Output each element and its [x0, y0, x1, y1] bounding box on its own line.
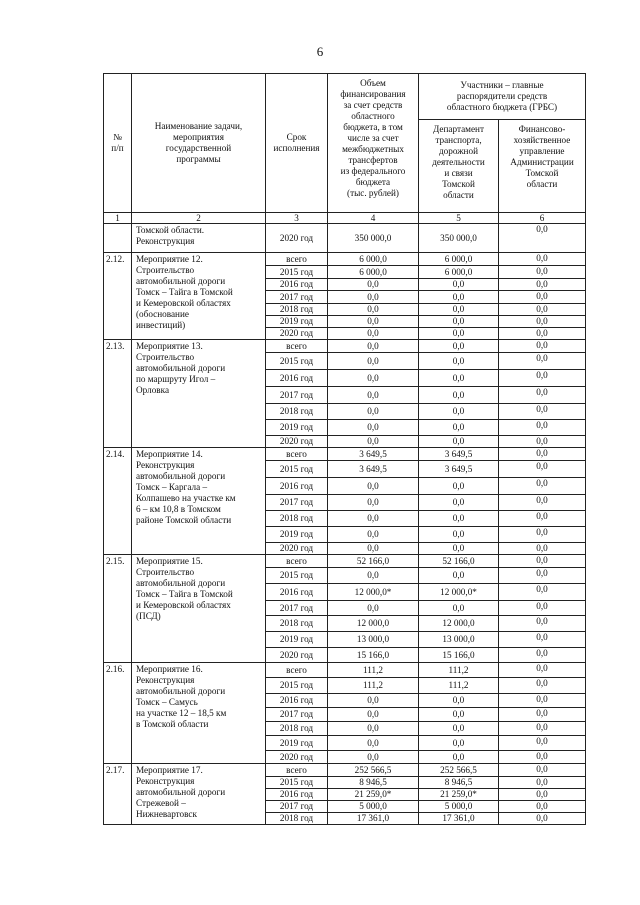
- funding-cell: 5 000,0: [328, 801, 419, 813]
- dept-cell: 0,0: [419, 387, 499, 404]
- finance-cell: 0,0: [499, 527, 586, 543]
- term-cell: 2015 год: [266, 461, 328, 478]
- term-cell: всего: [266, 555, 328, 568]
- term-cell: 2016 год: [266, 478, 328, 495]
- funding-cell: 0,0: [328, 694, 419, 708]
- finance-cell: 0,0: [499, 722, 586, 736]
- term-cell: 2015 год: [266, 568, 328, 584]
- funding-cell: 111,2: [328, 678, 419, 694]
- funding-cell: 0,0: [328, 328, 419, 340]
- dept-cell: 52 166,0: [419, 555, 499, 568]
- measure-name: Мероприятие 12. Строительство автомобильной дороги Томск – Тайга в Томской и Кемеровской областях (обоснование инвестиций): [132, 253, 266, 340]
- header-funding: Объем финансирования за счет средств областного бюджета, в том числе за счет межбюджетных трансфертов из федерального бюджета (тыс. рублей): [328, 74, 419, 213]
- col-number: 3: [266, 213, 328, 224]
- funding-cell: 21 259,0*: [328, 789, 419, 801]
- finance-cell: 0,0: [499, 813, 586, 825]
- finance-cell: 0,0: [499, 632, 586, 648]
- measure-number: 2.16.: [104, 663, 132, 764]
- term-cell: 2016 год: [266, 584, 328, 601]
- funding-cell: 3 649,5: [328, 448, 419, 461]
- header-dept: Департамент транспорта, дорожной деятельности и связи Томской области: [419, 120, 499, 213]
- funding-cell: 3 649,5: [328, 461, 419, 478]
- table-row: [104, 253, 586, 266]
- funding-cell: 0,0: [328, 751, 419, 764]
- col-number: 6: [499, 213, 586, 224]
- funding-cell: 17 361,0: [328, 813, 419, 825]
- term-cell: 2017 год: [266, 708, 328, 722]
- dept-cell: 0,0: [419, 527, 499, 543]
- dept-cell: 21 259,0*: [419, 789, 499, 801]
- finance-cell: 0,0: [499, 304, 586, 316]
- term-cell: 2020 год: [266, 751, 328, 764]
- term-cell: 2018 год: [266, 304, 328, 316]
- finance-cell: 0,0: [499, 495, 586, 511]
- finance-cell: 0,0: [499, 266, 586, 279]
- table-row: [104, 555, 586, 568]
- term-cell: 2016 год: [266, 789, 328, 801]
- finance-cell: 0,0: [499, 404, 586, 420]
- dept-cell: 0,0: [419, 568, 499, 584]
- funding-cell: 0,0: [328, 291, 419, 304]
- table-row: [104, 340, 586, 353]
- funding-cell: 15 166,0: [328, 648, 419, 663]
- term-cell: 2020 год: [266, 543, 328, 555]
- finance-cell: 0,0: [499, 789, 586, 801]
- dept-cell: 0,0: [419, 340, 499, 353]
- funding-cell: 0,0: [328, 478, 419, 495]
- dept-cell: 0,0: [419, 404, 499, 420]
- measure-name: Мероприятие 15. Строительство автомобильной дороги Томск – Тайга в Томской и Кемеровской областях (ПСД): [132, 555, 266, 663]
- term-cell: всего: [266, 340, 328, 353]
- funding-cell: 52 166,0: [328, 555, 419, 568]
- dept-cell: 0,0: [419, 420, 499, 436]
- finance-cell: 0,0: [499, 436, 586, 448]
- finance-cell: 0,0: [499, 353, 586, 370]
- dept-cell: 12 000,0*: [419, 584, 499, 601]
- row-num-cell: [104, 224, 132, 253]
- col-number: 2: [132, 213, 266, 224]
- dept-cell: 8 946,5: [419, 777, 499, 789]
- dept-cell: 0,0: [419, 279, 499, 291]
- term-cell: всего: [266, 663, 328, 678]
- table-row: [104, 224, 586, 253]
- funding-cell: 0,0: [328, 370, 419, 387]
- term-cell: всего: [266, 764, 328, 777]
- funding-cell: 0,0: [328, 601, 419, 616]
- funding-cell: 0,0: [328, 543, 419, 555]
- dept-cell: 350 000,0: [419, 224, 499, 253]
- finance-cell: 0,0: [499, 601, 586, 616]
- funding-cell: 13 000,0: [328, 632, 419, 648]
- term-cell: всего: [266, 253, 328, 266]
- funding-table: [103, 73, 586, 825]
- term-cell: 2016 год: [266, 279, 328, 291]
- dept-cell: 252 566,5: [419, 764, 499, 777]
- col-number: 5: [419, 213, 499, 224]
- dept-cell: 0,0: [419, 751, 499, 764]
- term-cell: 2020 год: [266, 648, 328, 663]
- header-name: Наименование задачи, мероприятия государственной программы: [132, 74, 266, 213]
- funding-cell: 6 000,0: [328, 266, 419, 279]
- header-participants: Участники – главные распорядители средств областного бюджета (ГРБС): [419, 74, 586, 120]
- dept-cell: 0,0: [419, 511, 499, 527]
- finance-cell: 0,0: [499, 764, 586, 777]
- dept-cell: 13 000,0: [419, 632, 499, 648]
- table-header: [104, 74, 586, 224]
- finance-cell: 0,0: [499, 279, 586, 291]
- finance-cell: 0,0: [499, 736, 586, 751]
- funding-cell: 0,0: [328, 527, 419, 543]
- dept-cell: 15 166,0: [419, 648, 499, 663]
- finance-cell: 0,0: [499, 224, 586, 253]
- dept-cell: 0,0: [419, 736, 499, 751]
- funding-cell: 0,0: [328, 316, 419, 328]
- term-cell: 2017 год: [266, 801, 328, 813]
- finance-cell: 0,0: [499, 708, 586, 722]
- term-cell: 2020 год: [266, 436, 328, 448]
- finance-cell: 0,0: [499, 616, 586, 632]
- dept-cell: 0,0: [419, 328, 499, 340]
- dept-cell: 0,0: [419, 436, 499, 448]
- measure-name: Мероприятие 17. Реконструкция автомобильной дороги Стрежевой – Нижневартовск: [132, 764, 266, 825]
- term-cell: 2016 год: [266, 694, 328, 708]
- dept-cell: 0,0: [419, 495, 499, 511]
- col-number: 4: [328, 213, 419, 224]
- header-term: Срок исполнения: [266, 74, 328, 213]
- table-row: [104, 448, 586, 461]
- term-cell: 2015 год: [266, 353, 328, 370]
- finance-cell: 0,0: [499, 555, 586, 568]
- funding-cell: 0,0: [328, 404, 419, 420]
- term-cell: 2018 год: [266, 404, 328, 420]
- funding-cell: 12 000,0: [328, 616, 419, 632]
- funding-cell: 0,0: [328, 279, 419, 291]
- term-cell: 2018 год: [266, 511, 328, 527]
- measure-number: 2.13.: [104, 340, 132, 448]
- dept-cell: 12 000,0: [419, 616, 499, 632]
- funding-cell: 0,0: [328, 736, 419, 751]
- term-cell: 2020 год: [266, 328, 328, 340]
- finance-cell: 0,0: [499, 511, 586, 527]
- dept-cell: 0,0: [419, 722, 499, 736]
- measure-name: Мероприятие 16. Реконструкция автомобильной дороги Томск – Самусь на участке 12 – 18,5 км в Томской области: [132, 663, 266, 764]
- finance-cell: 0,0: [499, 694, 586, 708]
- finance-cell: 0,0: [499, 316, 586, 328]
- funding-cell: 111,2: [328, 663, 419, 678]
- term-cell: 2017 год: [266, 495, 328, 511]
- dept-cell: 6 000,0: [419, 253, 499, 266]
- table-row: [104, 764, 586, 777]
- term-cell: 2019 год: [266, 527, 328, 543]
- dept-cell: 3 649,5: [419, 448, 499, 461]
- term-cell: 2019 год: [266, 316, 328, 328]
- finance-cell: 0,0: [499, 461, 586, 478]
- dept-cell: 6 000,0: [419, 266, 499, 279]
- funding-cell: 0,0: [328, 495, 419, 511]
- funding-cell: 0,0: [328, 304, 419, 316]
- table-body: [104, 224, 586, 825]
- funding-cell: 0,0: [328, 436, 419, 448]
- finance-cell: 0,0: [499, 663, 586, 678]
- finance-cell: 0,0: [499, 448, 586, 461]
- funding-cell: 0,0: [328, 511, 419, 527]
- funding-cell: 0,0: [328, 387, 419, 404]
- finance-cell: 0,0: [499, 568, 586, 584]
- dept-cell: 0,0: [419, 543, 499, 555]
- dept-cell: 0,0: [419, 291, 499, 304]
- measure-name: Мероприятие 14. Реконструкция автомобильной дороги Томск – Каргала – Колпашево на участке км 6 – км 10,8 в Томском районе Томской области: [132, 448, 266, 555]
- funding-cell: 6 000,0: [328, 253, 419, 266]
- term-cell: 2018 год: [266, 813, 328, 825]
- term-cell: 2017 год: [266, 387, 328, 404]
- finance-cell: 0,0: [499, 584, 586, 601]
- dept-cell: 17 361,0: [419, 813, 499, 825]
- term-cell: 2019 год: [266, 736, 328, 751]
- term-cell: 2020 год: [266, 224, 328, 253]
- measure-name: Мероприятие 13. Строительство автомобильной дороги по маршруту Игол – Орловка: [132, 340, 266, 448]
- funding-cell: 0,0: [328, 568, 419, 584]
- measure-number: 2.17.: [104, 764, 132, 825]
- measure-number: 2.14.: [104, 448, 132, 555]
- dept-cell: 0,0: [419, 353, 499, 370]
- term-cell: 2018 год: [266, 722, 328, 736]
- column-numbers-row: [104, 213, 586, 224]
- term-cell: 2019 год: [266, 632, 328, 648]
- funding-cell: 0,0: [328, 353, 419, 370]
- term-cell: всего: [266, 448, 328, 461]
- funding-cell: 0,0: [328, 420, 419, 436]
- finance-cell: 0,0: [499, 253, 586, 266]
- funding-cell: 0,0: [328, 722, 419, 736]
- col-number: 1: [104, 213, 132, 224]
- measure-number: 2.15.: [104, 555, 132, 663]
- funding-cell: 252 566,5: [328, 764, 419, 777]
- term-cell: 2016 год: [266, 370, 328, 387]
- finance-cell: 0,0: [499, 678, 586, 694]
- term-cell: 2015 год: [266, 678, 328, 694]
- finance-cell: 0,0: [499, 387, 586, 404]
- page-number: 6: [316, 44, 324, 59]
- finance-cell: 0,0: [499, 370, 586, 387]
- dept-cell: 3 649,5: [419, 461, 499, 478]
- finance-cell: 0,0: [499, 648, 586, 663]
- measure-number: 2.12.: [104, 253, 132, 340]
- dept-cell: 0,0: [419, 316, 499, 328]
- term-cell: 2015 год: [266, 777, 328, 789]
- finance-cell: 0,0: [499, 340, 586, 353]
- term-cell: 2017 год: [266, 291, 328, 304]
- finance-cell: 0,0: [499, 478, 586, 495]
- finance-cell: 0,0: [499, 420, 586, 436]
- dept-cell: 5 000,0: [419, 801, 499, 813]
- term-cell: 2015 год: [266, 266, 328, 279]
- funding-cell: 12 000,0*: [328, 584, 419, 601]
- finance-cell: 0,0: [499, 543, 586, 555]
- dept-cell: 0,0: [419, 304, 499, 316]
- finance-cell: 0,0: [499, 751, 586, 764]
- finance-cell: 0,0: [499, 328, 586, 340]
- dept-cell: 0,0: [419, 370, 499, 387]
- finance-cell: 0,0: [499, 777, 586, 789]
- term-cell: 2018 год: [266, 616, 328, 632]
- finance-cell: 0,0: [499, 801, 586, 813]
- table-row: [104, 663, 586, 678]
- dept-cell: 0,0: [419, 601, 499, 616]
- dept-cell: 0,0: [419, 694, 499, 708]
- finance-cell: 0,0: [499, 291, 586, 304]
- dept-cell: 111,2: [419, 678, 499, 694]
- term-cell: 2019 год: [266, 420, 328, 436]
- dept-cell: 0,0: [419, 708, 499, 722]
- funding-cell: 8 946,5: [328, 777, 419, 789]
- funding-cell: 350 000,0: [328, 224, 419, 253]
- dept-cell: 0,0: [419, 478, 499, 495]
- term-cell: 2017 год: [266, 601, 328, 616]
- row-name-cell: Томской области. Реконструкция: [132, 224, 266, 253]
- funding-cell: 0,0: [328, 340, 419, 353]
- header-finance: Финансово- хозяйственное управление Администрации Томской области: [499, 120, 586, 213]
- header-num: № п/п: [104, 74, 132, 213]
- dept-cell: 111,2: [419, 663, 499, 678]
- funding-cell: 0,0: [328, 708, 419, 722]
